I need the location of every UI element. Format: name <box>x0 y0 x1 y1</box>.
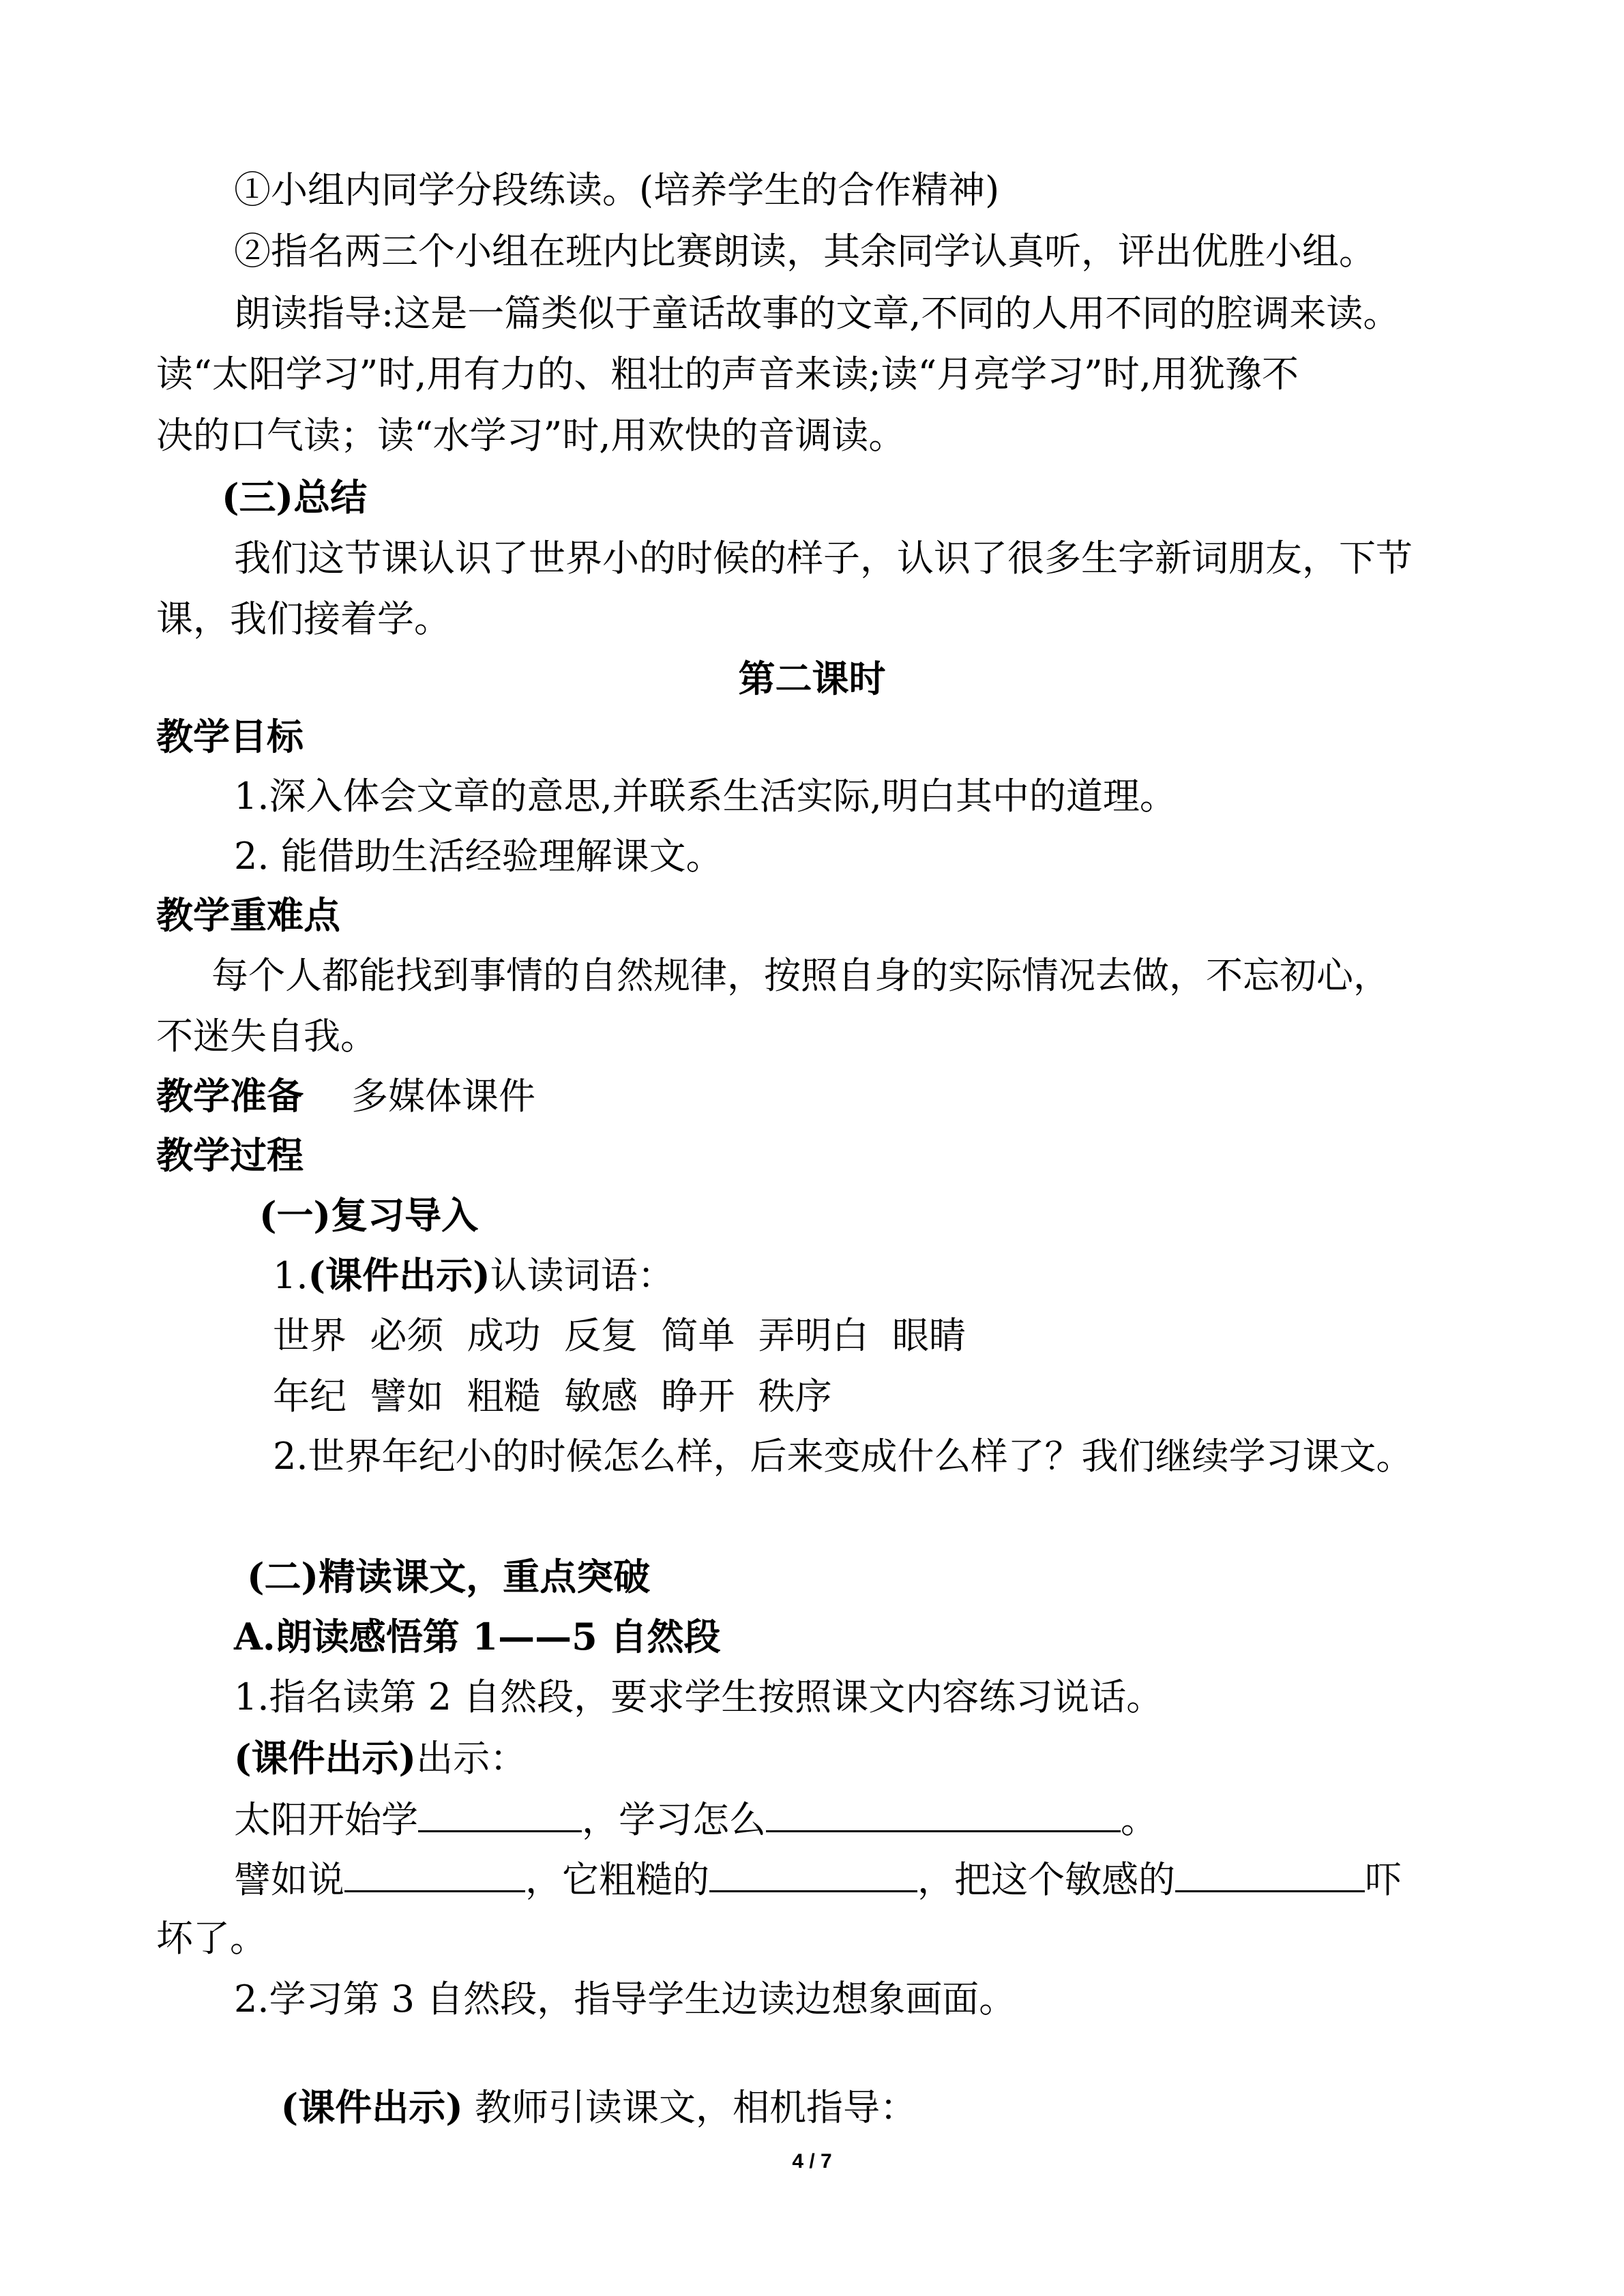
courseware-tag: (课件出示) <box>308 1253 490 1297</box>
text-line: 2.学习第 3 自然段，指导学生边读边想象画面。 <box>234 1978 1016 2021</box>
text-line: 决的口气读；读“水学习”时,用欢快的音调读。 <box>156 414 906 457</box>
text-line: ②指名两三个小组在班内比赛朗读，其余同学认真听，评出优胜小组。 <box>234 230 1376 273</box>
text-line: 坏了。 <box>156 1917 267 1960</box>
fill-blank[interactable] <box>709 1855 917 1892</box>
text-line: ①小组内同学分段练读。(培养学生的合作精神) <box>234 168 1000 211</box>
text-line: 我们这节课认识了世界小的时候的样子，认识了很多生字新词朋友，下节 <box>234 537 1413 580</box>
fill-blank[interactable] <box>1175 1855 1365 1892</box>
fill-text: 吓 <box>1365 1858 1402 1901</box>
goal-item: 2. 能借助生活经验理解课文。 <box>234 835 723 878</box>
fill-blank[interactable] <box>344 1855 525 1892</box>
section-heading-review: (一)复习导入 <box>259 1193 479 1237</box>
review-item <box>273 1251 675 1300</box>
fill-text: ，它粗糙的 <box>525 1858 709 1901</box>
section-heading-close-reading: (二)精读课文，重点突破 <box>247 1555 651 1598</box>
fill-blank[interactable] <box>418 1795 582 1832</box>
word-list: 年纪 譬如 粗糙 敏感 睁开 秩序 <box>273 1375 832 1418</box>
text-line: 不迷失自我。 <box>156 1015 377 1058</box>
fill-text: 太阳开始学 <box>234 1798 418 1841</box>
text-line <box>234 1734 527 1783</box>
fill-blank[interactable] <box>766 1795 1121 1832</box>
courseware-tag: (课件出示) <box>234 1736 417 1780</box>
fill-in-line <box>234 1795 1157 1844</box>
word-list: 世界 必须 成功 反复 简单 弄明白 眼睛 <box>273 1314 966 1357</box>
item-text: 教师引读课文，相机指导： <box>462 2086 917 2129</box>
item-text: 认读词语： <box>490 1254 675 1297</box>
page-number: 4 / 7 <box>792 2150 832 2173</box>
lesson-title: 第二课时 <box>738 657 886 700</box>
preparation-value: 多媒体课件 <box>351 1075 535 1118</box>
text-line: 每个人都能找到事情的自然规律，按照自身的实际情况去做，不忘初心， <box>211 954 1390 997</box>
preparation-line <box>156 1072 535 1120</box>
fill-text: 。 <box>1121 1798 1157 1841</box>
goal-item: 1.深入体会文章的意思,并联系生活实际,明白其中的道理。 <box>234 775 1177 818</box>
fill-text: ，把这个敏感的 <box>917 1858 1175 1901</box>
subsection-heading-a: A.朗读感悟第 1——5 自然段 <box>234 1615 721 1658</box>
heading-process: 教学过程 <box>156 1133 304 1177</box>
item-number: 1. <box>273 1254 308 1297</box>
text-line: 读“太阳学习”时,用有力的、粗壮的声音来读;读“月亮学习”时,用犹豫不 <box>156 353 1299 396</box>
review-item: 2.世界年纪小的时候怎么样，后来变成什么样了？我们继续学习课文。 <box>273 1435 1413 1478</box>
heading-key-points: 教学重难点 <box>156 893 340 937</box>
fill-text: ，学习怎么 <box>582 1798 766 1841</box>
item-text: 出示： <box>416 1737 527 1780</box>
text-line: 课，我们接着学。 <box>156 597 451 640</box>
text-line: 1.指名读第 2 自然段，要求学生按照课文内容练习说话。 <box>234 1675 1164 1718</box>
courseware-tag: (课件出示) <box>280 2085 463 2129</box>
text-line: 朗读指导:这是一篇类似于童话故事的文章,不同的人用不同的腔调来读。 <box>234 292 1400 335</box>
fill-text: 譬如说 <box>234 1858 344 1901</box>
heading-goals: 教学目标 <box>156 715 304 758</box>
heading-preparation: 教学准备 <box>156 1074 304 1118</box>
fill-in-line <box>234 1855 1402 1904</box>
section-heading-summary: (三)总结 <box>222 475 368 519</box>
